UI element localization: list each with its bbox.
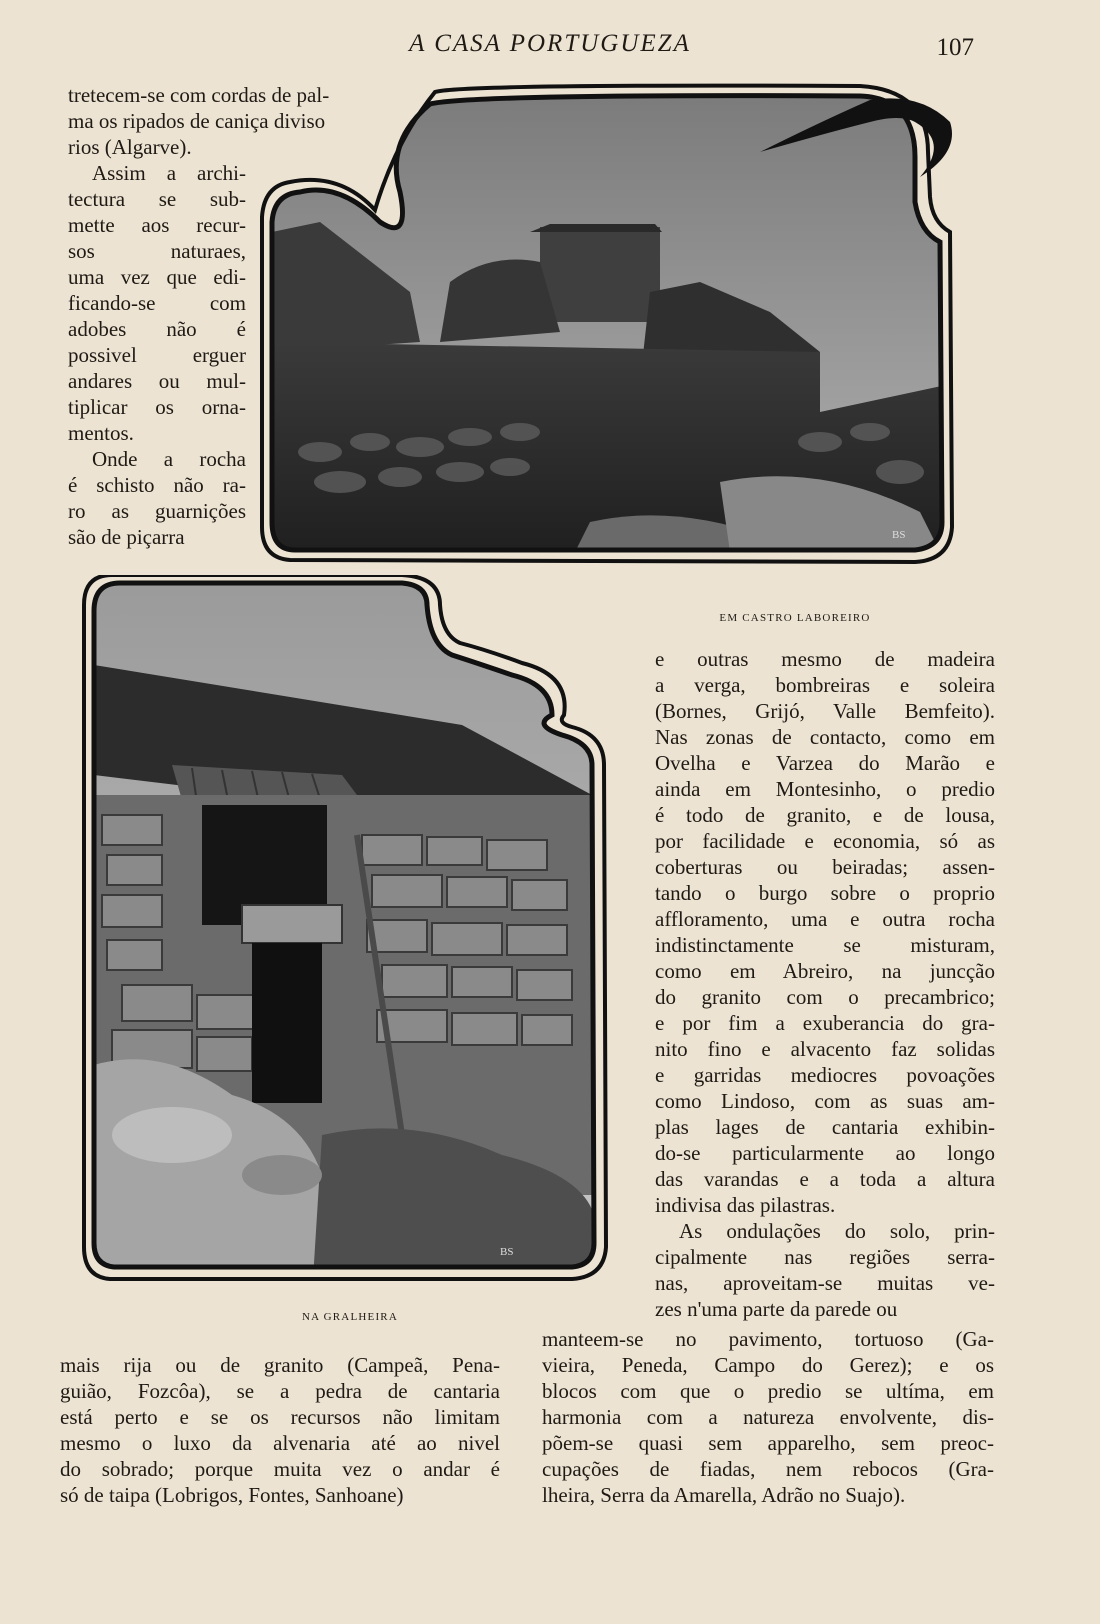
text-line: do granito com o precambrico; [655,985,995,1009]
text-line: lheira, Serra da Amarella, Adrão no Suajo). [542,1483,906,1507]
text-line: nas, aproveitam-se muitas ve- [655,1271,995,1295]
text-line: ma os ripados de caniça diviso [68,109,326,133]
text-line: indistinctamente se misturam, [655,933,995,957]
text-line: e por fim a exuberancia do gra- [655,1011,995,1035]
text-line: põem-se quasi sem apparelho, sem preoc- [542,1431,994,1455]
text-line: indivisa das pilastras. [655,1193,836,1217]
text-line: como Lindoso, com as suas am- [655,1089,995,1113]
text-column-bottom-right [542,1326,994,1508]
text-line: As ondulações do solo, prin- [679,1219,995,1243]
photo-gralheira [82,575,622,1295]
running-title: A CASA PORTUGUEZA [409,30,691,57]
text-line: é schisto não ra- [68,473,246,497]
text-column-bottom-left [60,1352,500,1508]
text-line: plas lages de cantaria exhibin- [655,1115,995,1139]
text-line: é todo de granito, e de lousa, [655,803,995,827]
text-line: manteem-se no pavimento, tortuoso (Ga- [542,1327,994,1351]
text-line: guião, Fozcôa), se a pedra de cantaria [60,1379,500,1403]
text-line: coberturas ou beiradas; assen- [655,855,995,879]
text-line: como em Abreiro, na juncção [655,959,995,983]
photo-monogram: BS [500,1246,514,1258]
text-line: (Bornes, Grijó, Valle Bemfeito). [655,699,995,723]
text-line: sos naturaes, [68,239,246,263]
text-line: tectura se sub- [68,187,246,211]
text-line: e outras mesmo de madeira [655,647,995,671]
text-line: Ovelha e Varzea do Marão e [655,751,995,775]
text-line: por facilidade e economia, só as [655,829,995,853]
text-line: mais rija ou de granito (Campeã, Pena- [60,1353,500,1377]
text-line: tando o burgo sobre o proprio [655,881,995,905]
text-line: Assim a archi- [92,161,246,185]
caption-castro-laboreiro: EM CASTRO LABOREIRO [719,612,871,624]
text-line: Onde a rocha [92,447,246,471]
text-line: ro as guarnições [68,499,246,523]
photo-castro-laboreiro [260,82,1000,582]
text-line: ainda em Montesinho, o predio [655,777,995,801]
text-line: adobes não é [68,317,246,341]
text-line: mesmo o luxo da alvenaria até ao nivel [60,1431,500,1455]
text-column-right [655,646,995,1322]
text-line: ficando-se com [68,291,246,315]
text-line: cipalmente nas regiões serra- [655,1245,995,1269]
text-line: cupações de fiadas, nem rebocos (Gra- [542,1457,994,1481]
text-line: e garridas mediocres povoações [655,1063,995,1087]
caption-gralheira: NA GRALHEIRA [302,1311,398,1323]
text-line: rios (Algarve). [68,135,192,159]
text-line: blocos com que o predio se ultíma, em [542,1379,994,1403]
text-line: está perto e se os recursos não limitam [60,1405,500,1429]
text-line: affloramento, uma e outra rocha [655,907,995,931]
text-line: nito fino e alvacento faz solidas [655,1037,995,1061]
text-line: só de taipa (Lobrigos, Fontes, Sanhoane) [60,1483,404,1507]
text-line: andares ou mul- [68,369,246,393]
text-line: Nas zonas de contacto, como em [655,725,995,749]
text-line: do-se particularmente ao longo [655,1141,995,1165]
text-line: são de piçarra [68,525,185,549]
text-line: possivel erguer [68,343,246,367]
text-line: a verga, bombreiras e soleira [655,673,995,697]
text-line: uma vez que edi- [68,265,246,289]
text-line: do sobrado; porque muita vez o andar é [60,1457,500,1481]
text-line: zes n'uma parte da parede ou [655,1297,898,1321]
text-line: mette aos recur- [68,213,246,237]
page-number: 107 [936,34,974,61]
text-line: tretecem-se com cordas de pal- [68,83,330,107]
text-line: harmonia com a natureza envolvente, dis- [542,1405,994,1429]
photo-monogram: BS [892,529,906,541]
text-line: mentos. [68,421,134,445]
text-line: das varandas e a toda a altura [655,1167,995,1191]
text-line: tiplicar os orna- [68,395,246,419]
text-line: vieira, Peneda, Campo do Gerez); e os [542,1353,994,1377]
text-column-top-left [68,82,330,550]
